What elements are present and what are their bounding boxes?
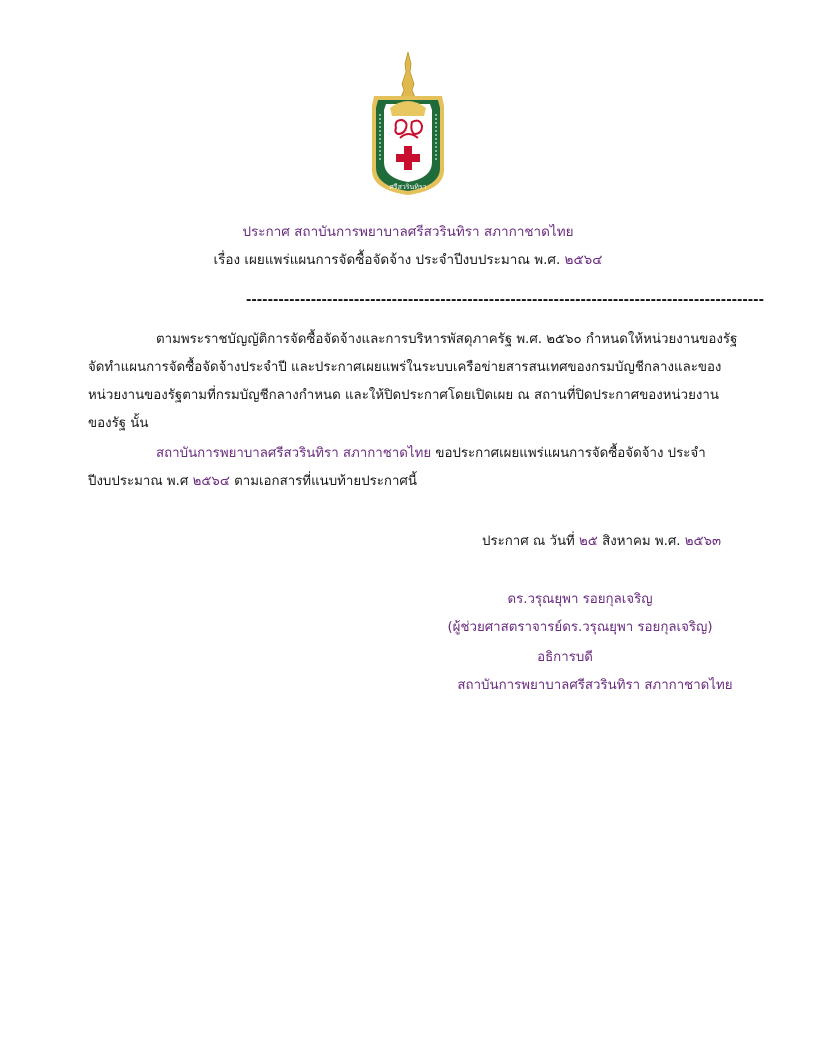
divider-line: ------------------------------------------------------------------------------------------------ (246, 293, 764, 308)
announce-date (482, 530, 721, 551)
paragraph-2-text: ขอประกาศเผยแพร่แผนการจัดซื้อจัดจ้าง ประจำ (431, 446, 706, 461)
subject-text: เรื่อง เผยแพร่แผนการจัดซื้อจัดจ้าง ประจำปีงบประมาณ พ.ศ. (213, 252, 565, 268)
signer-position: อธิการบดี (537, 650, 593, 665)
signer-organization: สถาบันการพยาบาลศรีสวรินทิรา สภากาชาดไทย (457, 678, 733, 693)
org-name: สถาบันการพยาบาลศรีสวรินทิรา สภากาชาดไทย (156, 446, 432, 461)
announcement-subject (0, 248, 816, 270)
announce-year: ๒๕๖๓ (684, 534, 722, 549)
paragraph-1-line-1: ตามพระราชบัญญัติการจัดซื้อจัดจ้างและการบริหารพัสดุภาครัฐ พ.ศ. ๒๕๖๐ กำหนดให้หน่วยงานของรัฐ (156, 332, 738, 347)
paragraph-1-line-3: หน่วยงานของรัฐตามที่กรมบัญชีกลางกำหนด และให้ปิดประกาศโดยเปิดเผย ณ สถานที่ปิดประกาศของหน่วยงาน (88, 388, 719, 403)
institution-logo (360, 50, 456, 198)
logo-text: ศรีสวรินทิรา (389, 183, 427, 191)
announce-month: สิงหาคม พ.ศ. (597, 534, 685, 549)
paragraph-1-line-2: จัดทำแผนการจัดซื้อจัดจ้างประจำปี และประกาศเผยแพร่ในระบบเครือข่ายสารสนเทศของกรมบัญชีกลางและของ (88, 360, 722, 375)
paragraph-2-line-2 (88, 470, 417, 491)
announcement-title: ประกาศ สถาบันการพยาบาลศรีสวรินทิรา สภากาชาดไทย (242, 224, 574, 240)
fiscal-year-label: ปีงบประมาณ พ.ศ (88, 474, 193, 489)
paragraph-1-line-4: ของรัฐ นั้น (88, 416, 149, 431)
paragraph-2-line-1 (156, 442, 706, 463)
announce-day: ๒๕ (579, 534, 598, 549)
subject-year: ๒๕๖๔ (564, 252, 603, 268)
fiscal-year: ๒๕๖๔ (192, 474, 230, 489)
attachment-text: ตามเอกสารที่แนบท้ายประกาศนี้ (229, 474, 417, 489)
signer-name: ดร.วรุณยุพา รอยกุลเจริญ (507, 592, 653, 607)
signer-full-name: (ผู้ช่วยศาสตราจารย์ดร.วรุณยุพา รอยกุลเจริญ) (447, 620, 713, 635)
announce-prefix: ประกาศ ณ วันที่ (482, 534, 580, 549)
